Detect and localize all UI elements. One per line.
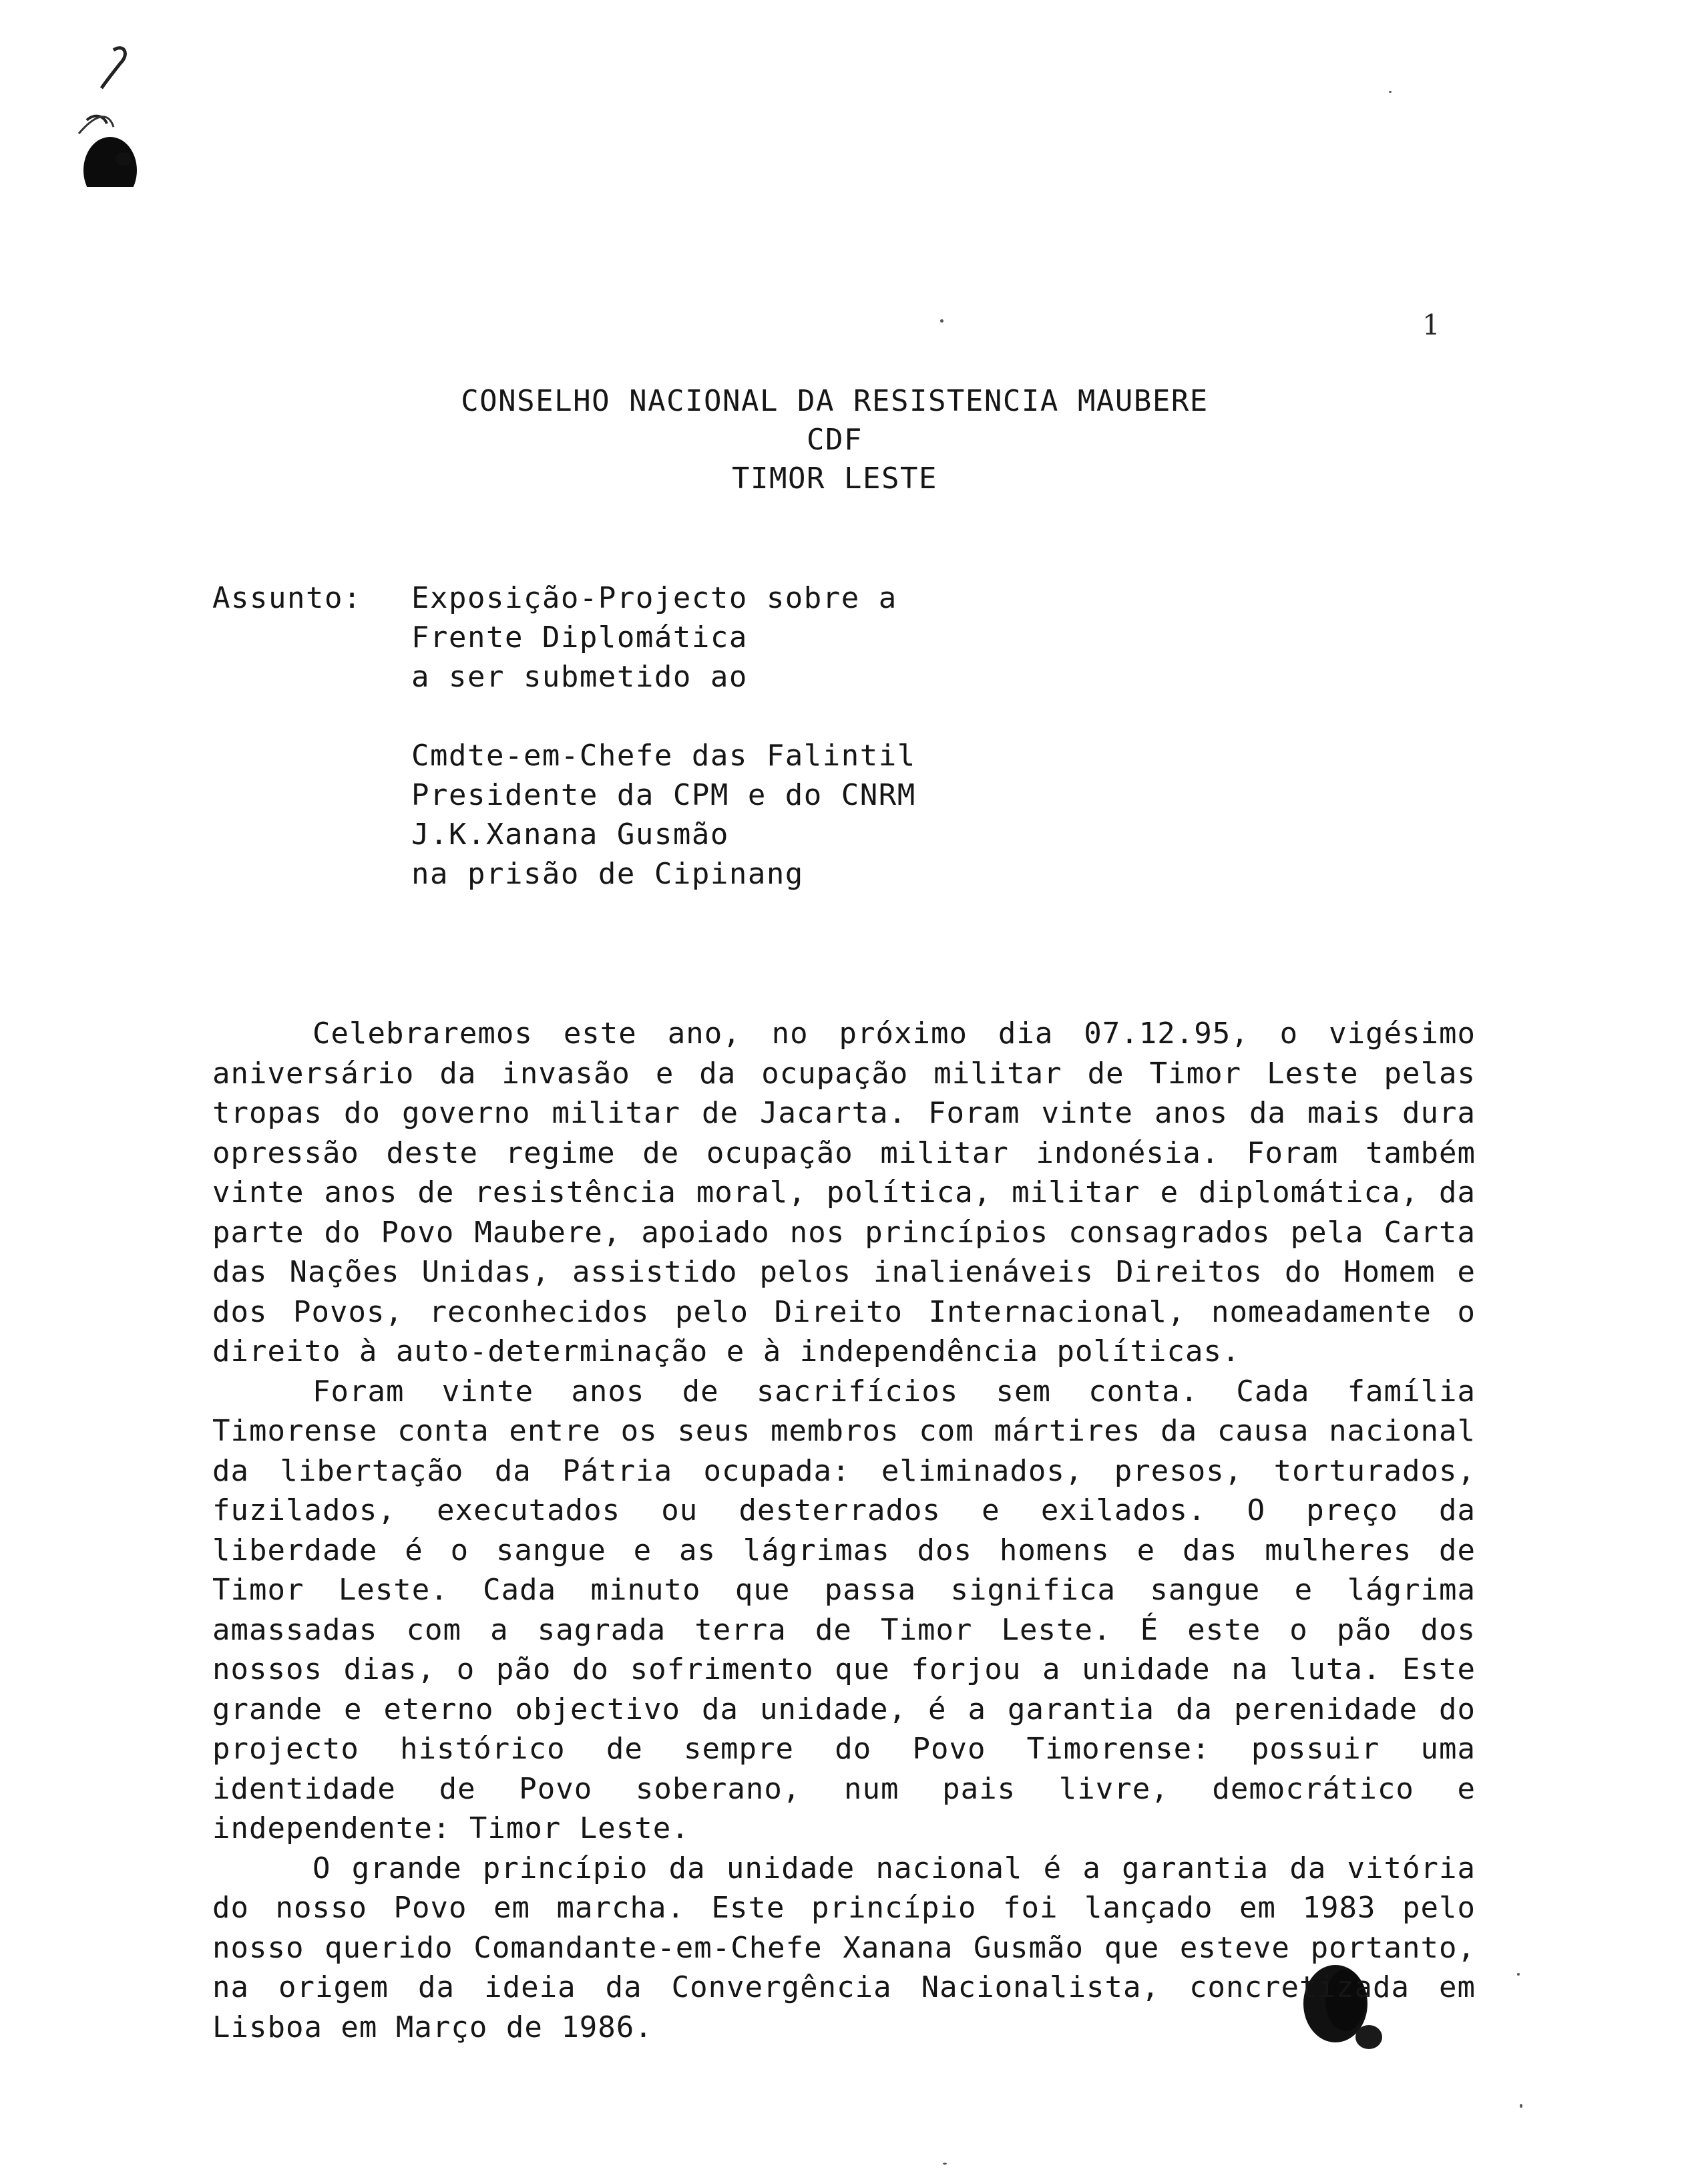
subject-line: Exposição-Projecto sobre a xyxy=(411,581,897,615)
ink-blot-mark xyxy=(67,40,154,187)
scan-speck xyxy=(1517,1973,1520,1976)
scan-speck xyxy=(940,319,943,323)
scan-speck xyxy=(1520,2104,1522,2108)
page-number: 1 xyxy=(1422,309,1440,341)
organization-name: CONSELHO NACIONAL DA RESISTENCIA MAUBERE xyxy=(461,384,1209,418)
scan-speck xyxy=(943,2163,947,2165)
scan-speck xyxy=(1389,91,1392,93)
recipient-line: na prisão de Cipinang xyxy=(411,857,804,891)
document-header xyxy=(321,382,1349,498)
body-text xyxy=(212,1014,1476,2047)
country-name: TIMOR LESTE xyxy=(732,462,937,496)
subject-lines xyxy=(411,578,1012,894)
recipient-line: Cmdte-em-Chefe das Falintil xyxy=(411,739,916,773)
subject-label: Assunto: xyxy=(212,581,362,615)
body-paragraph: Celebraremos este ano, no próximo dia 07.12.95, o vigésimo aniversário da invasão e da ocupação militar de Timor Leste pelas tropas do governo militar de Jacarta. Foram vinte anos da mais dura opressão deste regime de ocupação militar indonésia. Foram também vinte anos de resistência moral, política, militar e diplomática, da parte do Povo Maubere, apoiado nos princípios consagrados pela Carta das Nações Unidas, assistido pelos inalienáveis Direitos do Homem e dos Povos, reconhecidos pelo Direito Internacional, nomeadamente o direito à auto-determinação e à independência políticas. xyxy=(212,1017,1476,1369)
body-paragraph: O grande princípio da unidade nacional é a garantia da vitória do nosso Povo em marcha. Este princípio foi lançado em 1983 pelo nosso querido Comandante-em-Chefe Xanana Gusmão que esteve portanto, na origem da ideia da Convergência Nacionalista, concretizada em Lisboa em Março de 1986. xyxy=(212,1851,1476,2044)
subject-line: Frente Diplomática xyxy=(411,620,748,655)
recipient-line: J.K.Xanana Gusmão xyxy=(411,817,729,852)
recipient-line: Presidente da CPM e do CNRM xyxy=(411,778,916,812)
organization-unit: CDF xyxy=(807,423,863,457)
body-paragraph: Foram vinte anos de sacrifícios sem conta. Cada família Timorense conta entre os seus membros com mártires da causa nacional da libertação da Pátria ocupada: eliminados, presos, torturados, fuzilados, executados ou desterrados e exilados. O preço da liberdade é o sangue e as lágrimas dos homens e das mulheres de Timor Leste. Cada minuto que passa significa sangue e lágrima amassadas com a sagrada terra de Timor Leste. É este o pão dos nossos dias, o pão do sofrimento que forjou a unidade na luta. Este grande e eterno objectivo da unidade, é a garantia da perenidade do projecto histórico de sempre do Povo Timorense: possuir uma identidade de Povo soberano, num pais livre, democrático e independente: Timor Leste. xyxy=(212,1374,1476,1845)
subject-line: a ser submetido ao xyxy=(411,660,748,694)
